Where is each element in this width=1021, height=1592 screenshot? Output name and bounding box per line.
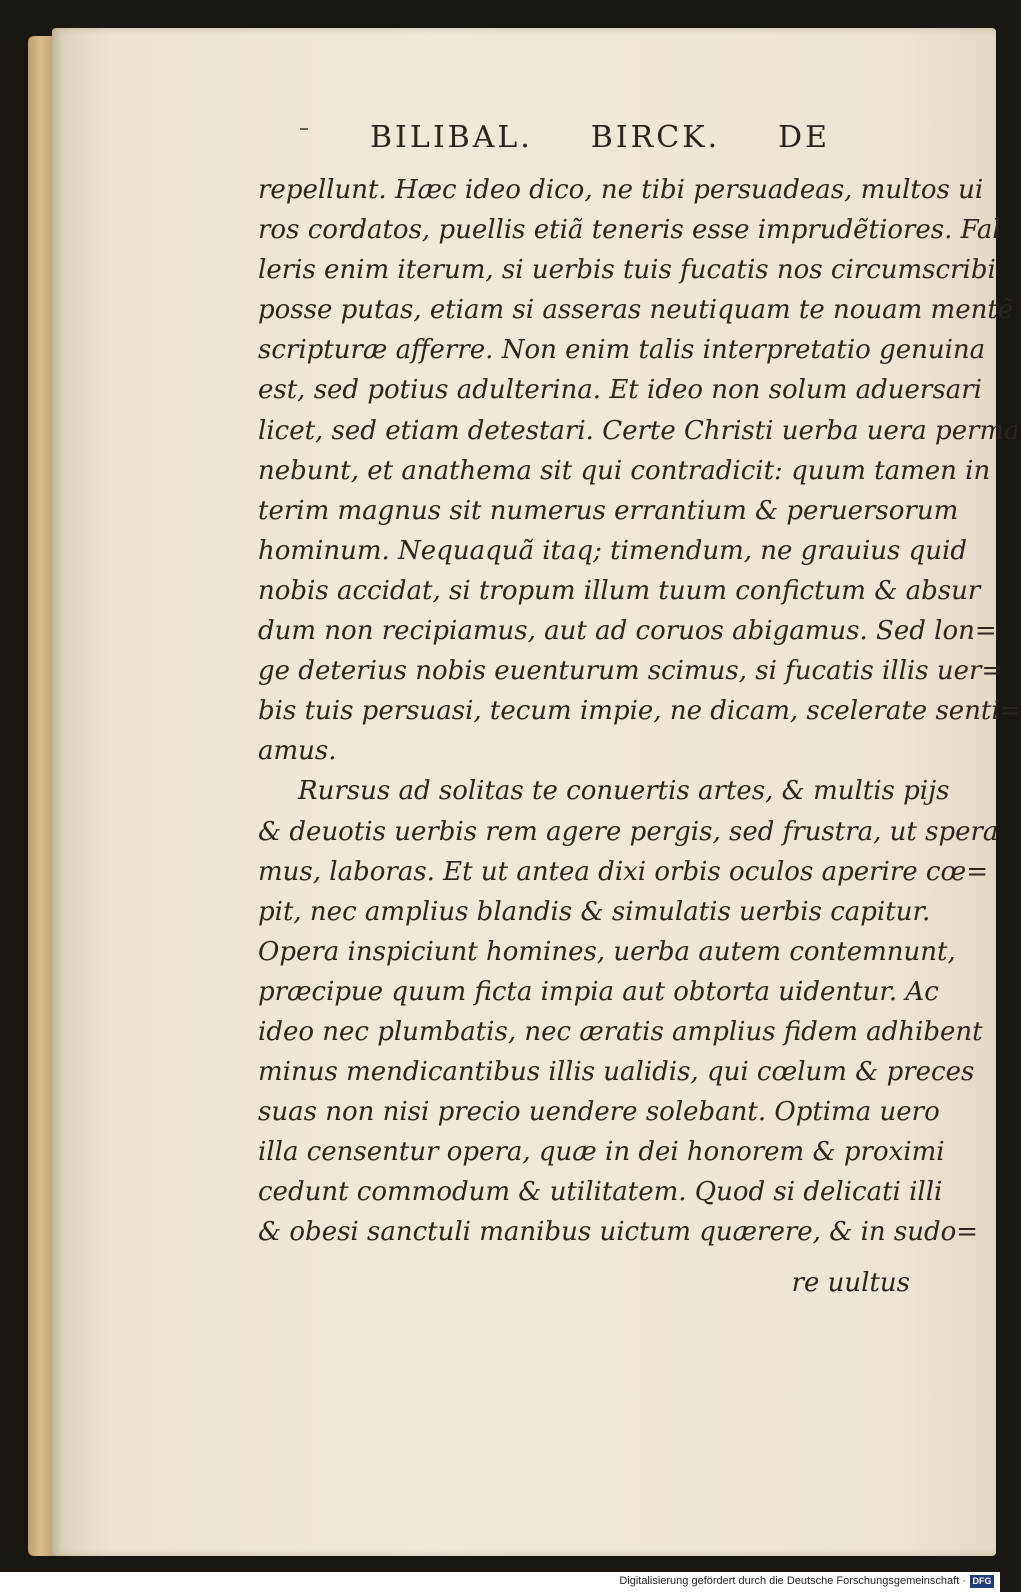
text-line: & obesi sanctuli manibus uictum quærere, & in sudo= <box>258 1217 979 1248</box>
text-line: pit, nec amplius blandis & simulatis uerbis capitur. <box>258 896 931 927</box>
text-line: suas non nisi precio uendere solebant. Optima uero <box>258 1097 940 1128</box>
digitization-footer <box>0 1572 1000 1592</box>
text-line: & deuotis uerbis rem agere pergis, sed frustra, ut spera <box>258 816 999 847</box>
text-line: Opera inspiciunt homines, uerba autem contemnunt, <box>258 936 956 967</box>
text-line: cedunt commodum & utilitatem. Quod si delicati illi <box>258 1177 943 1208</box>
running-head-word-1: BILIBAL. <box>370 120 533 155</box>
text-line: leris enim iterum, si uerbis tuis fucatis nos circumscribi <box>258 255 996 286</box>
text-line: præcipue quum ficta impia aut obtorta uidentur. Ac <box>258 976 939 1007</box>
body-text <box>258 170 1021 1253</box>
text-line: amus. <box>258 736 337 767</box>
running-head-word-2: BIRCK. <box>590 120 721 155</box>
text-line: nebunt, et anathema sit qui contradicit: quum tamen in <box>258 455 991 486</box>
running-head <box>370 120 830 155</box>
text-line: ideo nec plumbatis, nec æratis amplius fidem adhibent <box>258 1016 983 1047</box>
text-line: licet, sed etiam detestari. Certe Christi uerba uera perma <box>258 415 1020 446</box>
running-head-word-3: DE <box>778 120 830 155</box>
text-line: bis tuis persuasi, tecum impie, ne dicam, scelerate senti= <box>258 696 1021 727</box>
text-line: repellunt. Hæc ideo dico, ne tibi persuadeas, multos ui <box>258 175 984 205</box>
head-ornament <box>300 128 308 130</box>
text-line: hominum. Nequaquã itaq; timendum, ne grauius quid <box>258 535 968 566</box>
text-line: ge deterius nobis euenturum scimus, si fucatis illis uer= <box>258 656 1004 687</box>
text-line: ros cordatos, puellis etiã teneris esse imprudẽtiores. Fal <box>258 215 1001 246</box>
text-line: nobis accidat, si tropum illum tuum confictum & absur <box>258 575 981 606</box>
text-line: illa censentur opera, quæ in dei honorem & proximi <box>258 1137 945 1168</box>
text-line: dum non recipiamus, aut ad coruos abigamus. Sed lon= <box>258 616 997 647</box>
dfg-logo-icon: DFG <box>970 1575 994 1588</box>
text-line: est, sed potius adulterina. Et ideo non solum aduersari <box>258 375 982 406</box>
text-line: posse putas, etiam si asseras neutiquam te nouam mentẽ <box>258 295 1014 326</box>
text-line: mus, laboras. Et ut antea dixi orbis oculos aperire cœ= <box>258 856 988 887</box>
text-line: terim magnus sit numerus errantium & peruersorum <box>258 495 959 526</box>
catchword: re uultus <box>791 1268 910 1298</box>
footer-credit: Digitalisierung gefördert durch die Deutsche Forschungsgemeinschaft · <box>619 1575 966 1587</box>
text-line: minus mendicantibus illis ualidis, qui cœlum & preces <box>258 1057 975 1088</box>
paragraph-start-line: Rursus ad solitas te conuertis artes, & multis pijs <box>298 776 950 807</box>
text-line: scripturæ afferre. Non enim talis interpretatio genuina <box>258 335 986 366</box>
